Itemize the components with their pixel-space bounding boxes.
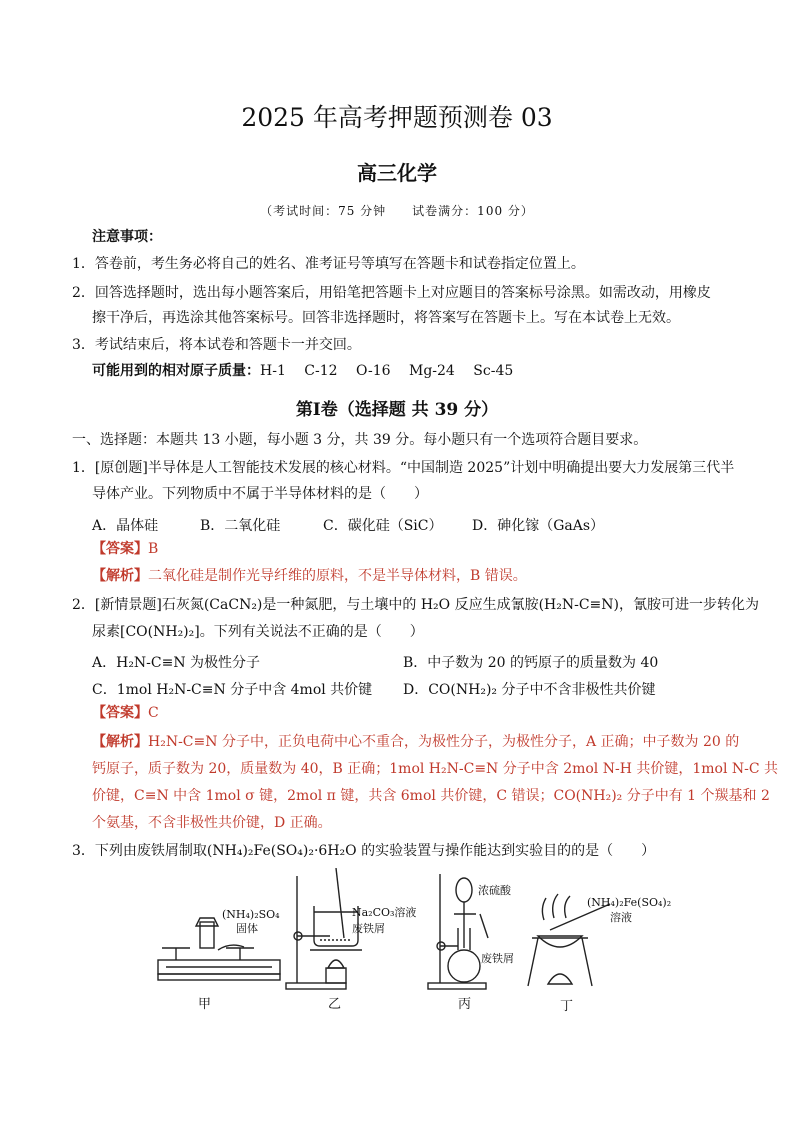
q2-answer-value: C	[148, 705, 159, 721]
q1-option-c: C．碳化硅（SiC）	[323, 518, 443, 534]
caption-bing: 丙	[458, 997, 472, 1012]
yi-reagent-1: Na₂CO₃溶液	[352, 906, 417, 919]
q1-answer	[92, 536, 158, 563]
q2-stem-line2: 尿素[CO(NH₂)₂]。下列有关说法不正确的是（ ）	[92, 624, 424, 640]
q1-option-a: A．晶体硅	[92, 518, 159, 534]
section-intro: 一、选择题：本题共 13 小题，每小题 3 分，共 39 分。每小题只有一个选项符合题目要求。	[72, 432, 648, 448]
q2-option-b: B．中子数为 20 的钙原子的质量数为 40	[403, 655, 659, 671]
page-title: 2025 年高考押题预测卷 03	[241, 103, 553, 132]
q2-option-d: D．CO(NH₂)₂ 分子中不含非极性共价键	[403, 682, 656, 698]
q1-option-b: B．二氧化硅	[200, 518, 281, 534]
q2-analysis-text-1: H₂N-C≡N 分子中，正负电荷中心不重合，为极性分子，为极性分子，A 正确；中子数为 20 的	[148, 734, 740, 750]
caption-yi: 乙	[328, 997, 342, 1012]
q1-analysis-text: 二氧化硅是制作光导纤维的原料，不是半导体材料，B 错误。	[148, 568, 527, 584]
note-item-2: 2．回答选择题时，选出每小题答案后，用铅笔把答题卡上对应题目的答案标号涂黑。如需改动，用橡皮	[72, 285, 711, 301]
balance-apparatus	[158, 918, 280, 980]
atomic-masses-values: H-1 C-12 O-16 Mg-24 Sc-45	[260, 363, 514, 379]
jia-reagent-1: (NH₄)₂SO₄	[222, 908, 280, 921]
atomic-masses-line	[92, 358, 513, 385]
q1-stem-line1: 1．[原创题]半导体是人工智能技术发展的核心材料。“中国制造 2025”计划中明确提出要大力发展第三代半	[72, 460, 735, 476]
notes-heading: 注意事项：	[92, 229, 162, 245]
q2-option-a: A．H₂N-C≡N 为极性分子	[92, 655, 261, 671]
atomic-masses-label: 可能用到的相对原子质量：	[92, 363, 260, 379]
q1-stem-line2: 导体产业。下列物质中不属于半导体材料的是（ ）	[92, 486, 428, 502]
caption-ding: 丁	[560, 999, 574, 1014]
apparatus-drawings	[140, 868, 700, 1018]
ding-reagent-2: 溶液	[610, 911, 632, 924]
note-item-1: 1．答卷前，考生务必将自己的姓名、准考证号等填写在答题卡和试卷指定位置上。	[72, 256, 585, 272]
q1-answer-tag: 【答案】	[92, 541, 148, 557]
q2-answer-tag: 【答案】	[92, 705, 148, 721]
bing-reagent-2: 废铁屑	[481, 952, 514, 965]
yi-reagent-2: 废铁屑	[352, 922, 385, 935]
caption-jia: 甲	[198, 997, 212, 1012]
q2-option-c: C．1mol H₂N-C≡N 分子中含 4mol 共价键	[92, 682, 373, 698]
q2-analysis-line2: 钙原子，质子数为 20，质量数为 40，B 正确；1mol H₂N-C≡N 分子中含 2mol N-H 共价键，1mol N-C 共	[92, 761, 779, 777]
subtitle: 高三化学	[357, 161, 437, 185]
exam-info: （考试时间：75 分钟 试卷满分：100 分）	[260, 204, 534, 218]
jia-reagent-2: 固体	[236, 922, 258, 935]
section-title: 第Ⅰ卷（选择题 共 39 分）	[295, 400, 499, 420]
q3-stem: 3．下列由废铁屑制取(NH₄)₂Fe(SO₄)₂·6H₂O 的实验装置与操作能达到实验目的的是（ ）	[72, 843, 656, 859]
q2-analysis-line3: 价键，C≡N 中含 1mol σ 键，2mol π 键，共含 6mol 共价键，C 错误；CO(NH₂)₂ 分子中有 1 个羰基和 2	[92, 788, 770, 804]
q2-analysis-line4: 个氨基，不含非极性共价键，D 正确。	[92, 815, 332, 831]
bing-reagent-1: 浓硫酸	[478, 884, 511, 897]
q2-analysis-tag: 【解析】	[92, 734, 148, 750]
q2-analysis-line1	[92, 729, 739, 756]
q1-answer-value: B	[148, 541, 159, 557]
ding-reagent-1: (NH₄)₂Fe(SO₄)₂	[587, 896, 672, 909]
beaker-heating-apparatus	[286, 868, 362, 989]
note-item-2-cont: 擦干净后，再选涂其他答案标号。回答非选择题时，将答案写在答题卡上。写在本试卷上无效。	[92, 310, 680, 326]
q2-stem-line1: 2．[新情景题]石灰氮(CaCN₂)是一种氮肥，与土壤中的 H₂O 反应生成氰胺(H₂N-C≡N)，氰胺可进一步转化为	[72, 597, 760, 613]
q1-option-d: D．砷化镓（GaAs）	[472, 518, 605, 534]
note-item-3: 3．考试结束后，将本试卷和答题卡一并交回。	[72, 337, 361, 353]
q1-analysis-tag: 【解析】	[92, 568, 148, 584]
q2-answer	[92, 700, 159, 727]
apparatus-figure	[140, 868, 700, 1018]
q1-analysis	[92, 563, 527, 590]
